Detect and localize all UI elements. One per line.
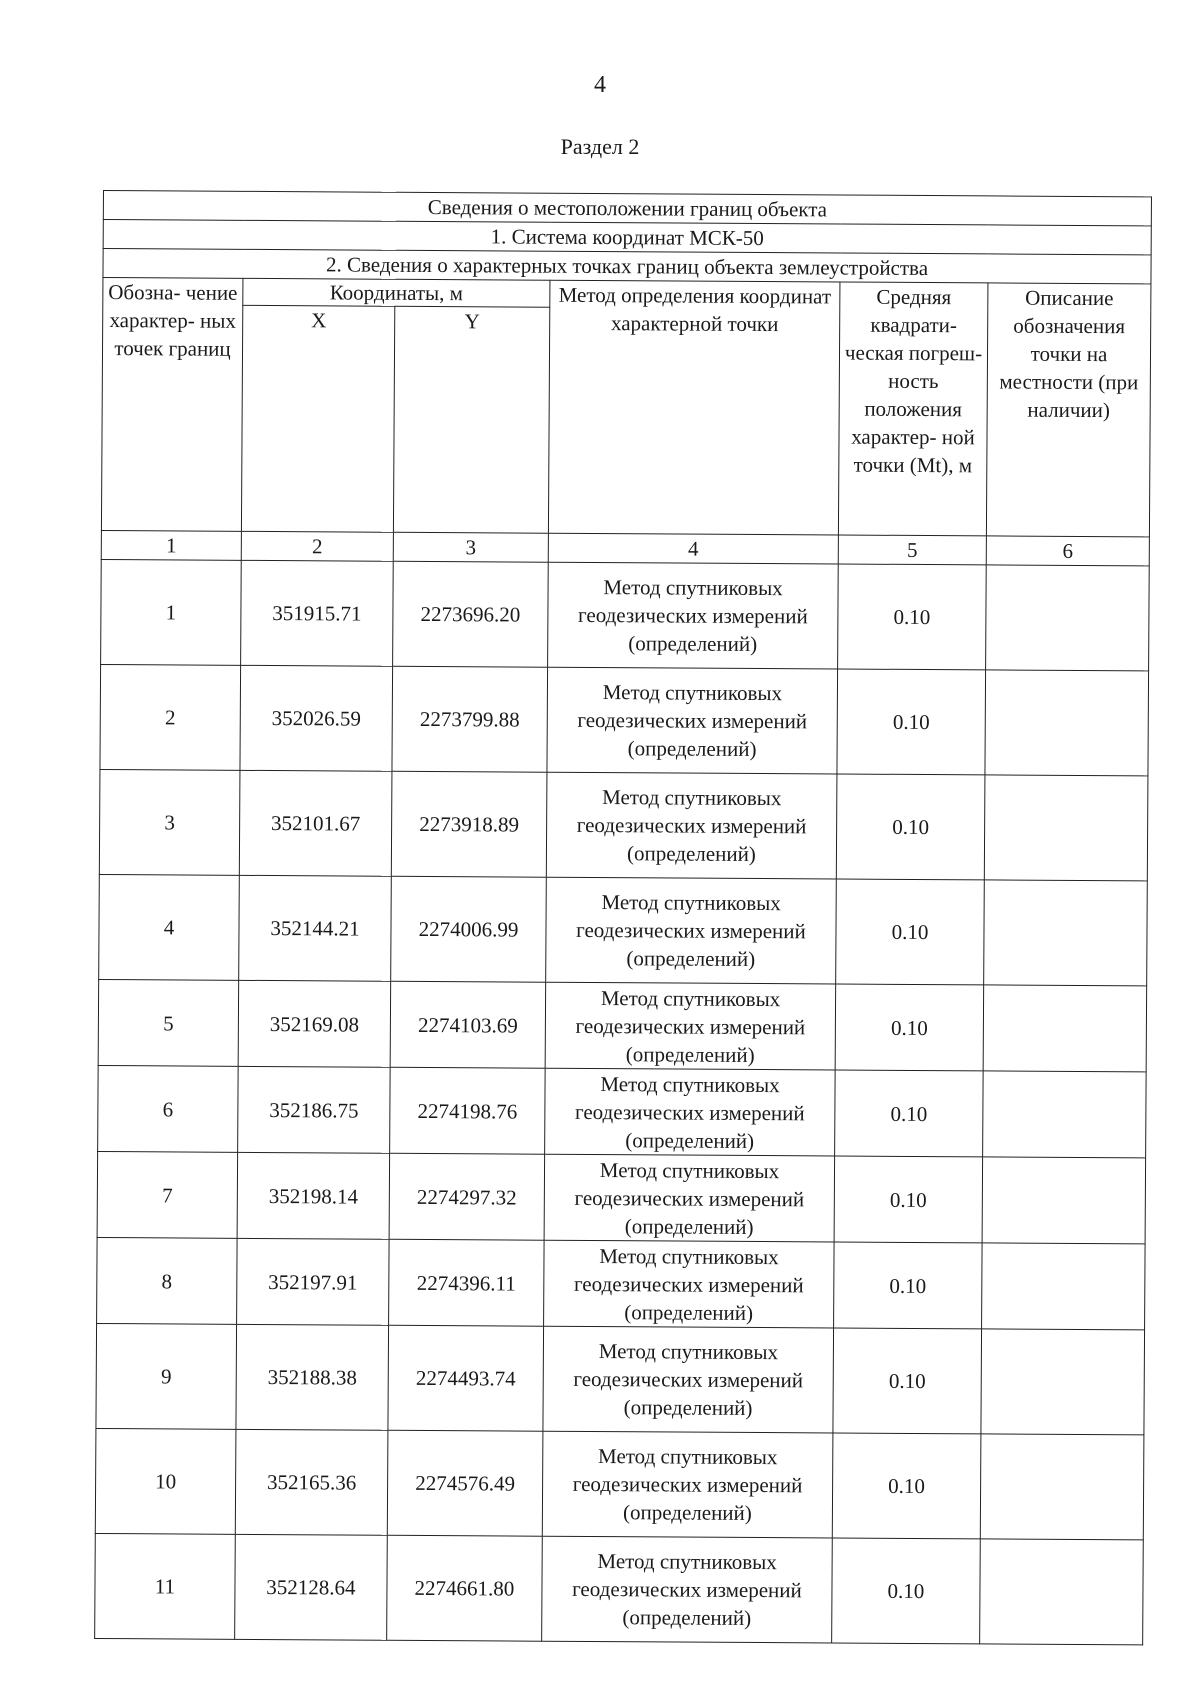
- point-method: Метод спутниковых геодезических измерений (определений): [542, 1431, 833, 1538]
- header-description: Описание обозначения точки на местности (при наличии): [986, 283, 1151, 537]
- point-method: Метод спутниковых геодезических измерений (определений): [544, 1240, 835, 1328]
- point-mt: 0.10: [832, 1538, 981, 1644]
- point-x: 352128.64: [235, 1534, 388, 1640]
- point-method: Метод спутниковых геодезических измерений (определений): [545, 1068, 836, 1156]
- table-row: [97, 1151, 1146, 1243]
- point-mt: 0.10: [838, 564, 987, 670]
- table-row: [100, 664, 1149, 775]
- table-row: [99, 874, 1148, 985]
- table-row: [96, 1323, 1145, 1434]
- point-y: 2273799.88: [392, 666, 548, 772]
- point-number: 10: [95, 1428, 236, 1534]
- point-mt: 0.10: [835, 1070, 984, 1157]
- point-method: Метод спутниковых геодезических измерений (определений): [545, 982, 836, 1070]
- point-y: 2274396.11: [389, 1239, 545, 1326]
- point-number: 8: [97, 1237, 238, 1324]
- point-number: 1: [101, 559, 242, 665]
- point-number: 6: [98, 1065, 239, 1152]
- column-number: 3: [393, 532, 548, 562]
- table-row: [98, 979, 1147, 1071]
- table-row: [97, 1237, 1146, 1329]
- table-row: [101, 559, 1150, 670]
- section-title: Раздел 2: [560, 134, 640, 159]
- point-method: Метод спутниковых геодезических измерений (определений): [548, 562, 839, 669]
- point-description: [984, 880, 1148, 986]
- point-x: 352026.59: [240, 665, 393, 771]
- point-mt: 0.10: [833, 1328, 982, 1434]
- point-description: [983, 985, 1147, 1072]
- point-x: 352165.36: [235, 1429, 388, 1535]
- point-description: [981, 1329, 1145, 1435]
- page-number: 4: [594, 72, 606, 98]
- column-number: 5: [838, 535, 986, 565]
- point-number: 2: [100, 664, 241, 770]
- column-number: 1: [101, 530, 241, 560]
- point-mt: 0.10: [834, 1156, 983, 1243]
- point-mt: 0.10: [836, 879, 985, 985]
- point-number: 7: [97, 1151, 238, 1238]
- point-number: 5: [98, 979, 239, 1066]
- point-x: 352101.67: [239, 770, 392, 876]
- header-error: Средняя квадрати- ческая погреш- ность положения характер- ной точки (Mt), м: [838, 282, 988, 536]
- point-x: 352144.21: [239, 875, 392, 981]
- point-y: 2274103.69: [390, 981, 546, 1068]
- column-number: 2: [241, 531, 393, 561]
- point-y: 2274576.49: [387, 1430, 543, 1536]
- point-description: [984, 775, 1148, 881]
- table-row: [99, 769, 1148, 880]
- point-description: [983, 1071, 1147, 1158]
- point-number: 11: [95, 1533, 236, 1639]
- point-description: [982, 1157, 1146, 1244]
- point-description: [986, 565, 1150, 671]
- table-title: Сведения о местоположении границ объекта: [103, 191, 1151, 226]
- point-mt: 0.10: [837, 669, 986, 775]
- point-number: 3: [99, 769, 240, 875]
- table-row: [98, 1065, 1147, 1157]
- point-y: 2274297.32: [389, 1153, 545, 1240]
- point-method: Метод спутниковых геодезических измерений (определений): [546, 877, 837, 984]
- header-x: X: [241, 305, 394, 532]
- table-row: [95, 1533, 1144, 1644]
- points-info: 2. Сведения о характерных точках границ объекта землеустройства: [103, 249, 1151, 284]
- point-number: 9: [96, 1323, 237, 1429]
- header-coordinates: Координаты, м: [243, 278, 550, 307]
- coord-system: 1. Система координат МСК-50: [103, 220, 1151, 255]
- point-method: Метод спутниковых геодезических измерений (определений): [547, 667, 838, 774]
- header-y: Y: [393, 306, 549, 533]
- point-x: 351915.71: [241, 560, 394, 666]
- point-x: 352188.38: [236, 1324, 389, 1430]
- point-y: 2274493.74: [388, 1325, 544, 1431]
- column-number: 4: [548, 533, 838, 564]
- point-y: 2274006.99: [391, 876, 547, 982]
- point-y: 2274198.76: [390, 1067, 546, 1154]
- point-method: Метод спутниковых геодезических измерений (определений): [544, 1154, 835, 1242]
- point-method: Метод спутниковых геодезических измерений (определений): [542, 1536, 833, 1643]
- point-y: 2273918.89: [391, 771, 547, 877]
- point-number: 4: [99, 874, 240, 980]
- point-description: [980, 1539, 1144, 1645]
- point-method: Метод спутниковых геодезических измерений (определений): [546, 772, 837, 879]
- point-mt: 0.10: [832, 1433, 981, 1539]
- table-row: [95, 1428, 1144, 1539]
- header-method: Метод определения координат характерной точки: [548, 280, 840, 535]
- header-designation: Обозна- чение характер- ных точек границ: [101, 278, 243, 532]
- point-x: 352198.14: [237, 1152, 390, 1239]
- point-method: Метод спутниковых геодезических измерений (определений): [543, 1326, 834, 1433]
- point-description: [982, 1243, 1146, 1330]
- point-x: 352169.08: [238, 980, 391, 1067]
- point-x: 352197.91: [237, 1238, 390, 1325]
- boundary-points-table: [94, 190, 1152, 1645]
- point-mt: 0.10: [835, 984, 984, 1071]
- point-description: [985, 670, 1149, 776]
- point-description: [980, 1434, 1144, 1540]
- point-mt: 0.10: [834, 1242, 983, 1329]
- point-y: 2274661.80: [387, 1535, 543, 1641]
- point-x: 352186.75: [238, 1066, 391, 1153]
- point-y: 2273696.20: [393, 561, 549, 667]
- point-mt: 0.10: [836, 774, 985, 880]
- column-number: 6: [986, 536, 1149, 566]
